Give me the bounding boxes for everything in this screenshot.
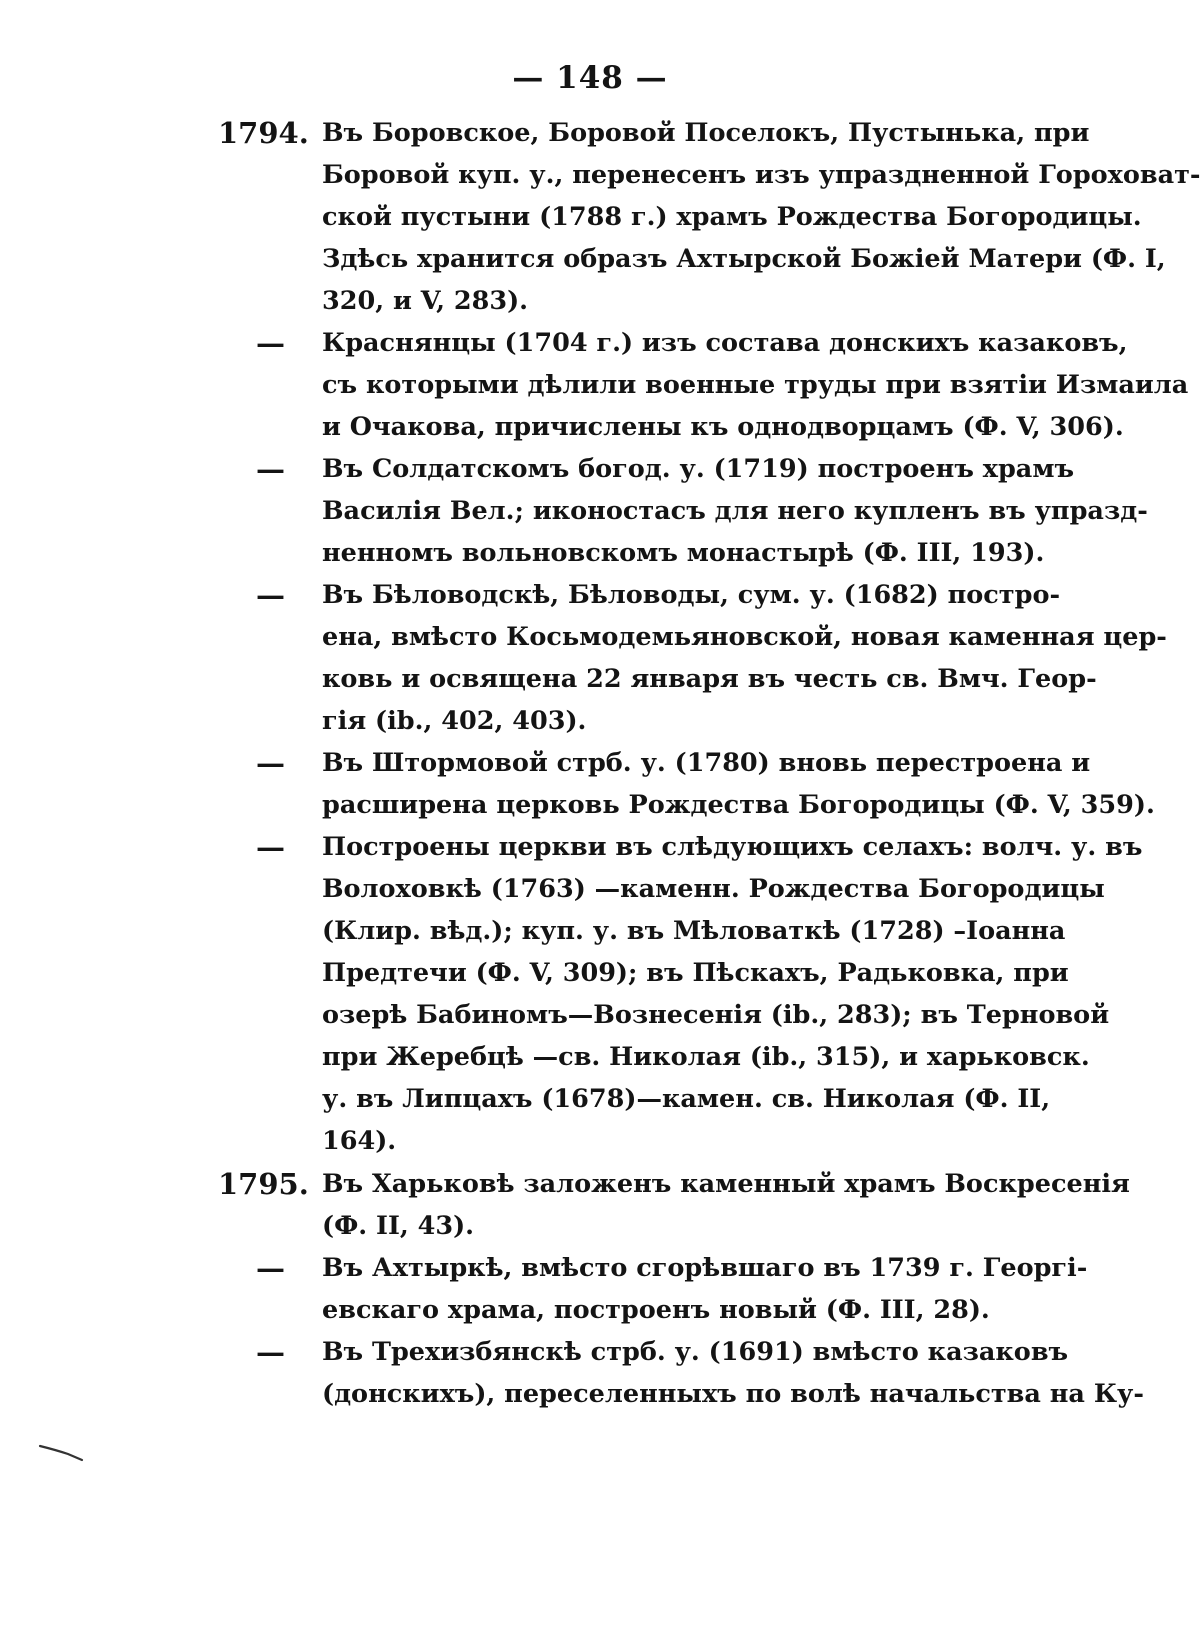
text-line: при Жеребцѣ —св. Николая (ib., 315), и харьковск. [322,1042,1090,1072]
entry-text [322,112,1201,322]
chronicle-entry [0,826,1143,1162]
entry-dash: — [256,1251,285,1285]
entry-year: 1795. [218,1167,309,1201]
text-line: озерѣ Бабиномъ—Вознесенія (ib., 283); въ Терновой [322,1000,1110,1030]
text-line: Василія Вел.; иконостасъ для него купленъ въ упразд- [322,496,1148,526]
text-line: ненномъ вольновскомъ монастырѣ (Ф. III, 193). [322,538,1045,568]
text-line: Здѣсь хранится образъ Ахтырской Божіей Матери (Ф. I, [322,244,1166,274]
text-line: Въ Солдатскомъ богод. у. (1719) построенъ храмъ [322,454,1075,484]
text-line: 164). [322,1126,397,1156]
text-line: (Клир. вѣд.); куп. у. въ Мѣловаткѣ (1728) –Іоанна [322,916,1066,946]
entry-dash: — [256,452,285,486]
entry-dash: — [256,578,285,612]
entry-text [322,574,1167,742]
chronicle-entry [0,1331,1144,1415]
text-line: Въ Штормовой стрб. у. (1780) вновь перестроена и [322,748,1091,778]
text-line: гія (ib., 402, 403). [322,706,587,736]
text-line: Боровой куп. у., перенесенъ изъ упраздненной Гороховат- [322,160,1201,190]
text-line: съ которыми дѣлили военные труды при взятіи Измаила [322,370,1189,400]
entry-text [322,322,1189,448]
text-line: ковь и освящена 22 января въ честь св. Вмч. Геор- [322,664,1097,694]
entry-dash: — [256,326,285,360]
entry-text [322,1247,1088,1331]
text-line: Въ Трехизбянскѣ стрб. у. (1691) вмѣсто казаковъ [322,1337,1069,1367]
chronicle-entries [0,112,1201,1415]
entry-dash: — [256,830,285,864]
text-line: Предтечи (Ф. V, 309); въ Пѣскахъ, Радьковка, при [322,958,1069,988]
ink-scratch-mark [38,1444,86,1462]
entry-year: 1794. [218,116,309,150]
text-line: Построены церкви въ слѣдующихъ селахъ: волч. у. въ [322,832,1143,862]
text-line: расширена церковь Рождества Богородицы (Ф. V, 359). [322,790,1155,820]
chronicle-entry [0,448,1148,574]
chronicle-entry [0,322,1189,448]
text-line: Волоховкѣ (1763) —каменн. Рождества Богородицы [322,874,1105,904]
chronicle-entry [0,112,1201,322]
text-line: и Очакова, причислены къ однодворцамъ (Ф. V, 306). [322,412,1124,442]
chronicle-entry [0,1163,1140,1247]
chronicle-entry [0,1247,1140,1331]
entry-text [322,826,1143,1162]
text-line: Въ Ахтыркѣ, вмѣсто сгорѣвшаго въ 1739 г. Георгі- [322,1253,1088,1283]
entry-text [322,1163,1130,1247]
entry-dash: — [256,1335,285,1369]
text-line: (донскихъ), переселенныхъ по волѣ начальства на Ку- [322,1379,1144,1409]
entry-text [322,742,1155,826]
entry-text [322,1331,1144,1415]
text-line: евскаго храма, построенъ новый (Ф. III, 28). [322,1295,990,1325]
chronicle-entry [0,574,1167,742]
text-line: Въ Бѣловодскѣ, Бѣловоды, сум. у. (1682) постро- [322,580,1061,610]
page-number: — 148 — [512,60,668,96]
entry-dash: — [256,746,285,780]
text-line: ена, вмѣсто Косьмодемьяновской, новая каменная цер- [322,622,1167,652]
text-line: Въ Харьковѣ заложенъ каменный храмъ Воскресенія [322,1169,1130,1199]
text-line: Краснянцы (1704 г.) изъ состава донскихъ казаковъ, [322,328,1128,358]
entry-text [322,448,1148,574]
text-line: ской пустыни (1788 г.) храмъ Рождества Богородицы. [322,202,1142,232]
text-line: Въ Боровское, Боровой Поселокъ, Пустынька, при [322,118,1090,148]
chronicle-entry [0,742,1155,826]
text-line: 320, и V, 283). [322,286,529,316]
text-line: у. въ Липцахъ (1678)—камен. св. Николая (Ф. II, [322,1084,1051,1114]
text-line: (Ф. II, 43). [322,1211,475,1241]
